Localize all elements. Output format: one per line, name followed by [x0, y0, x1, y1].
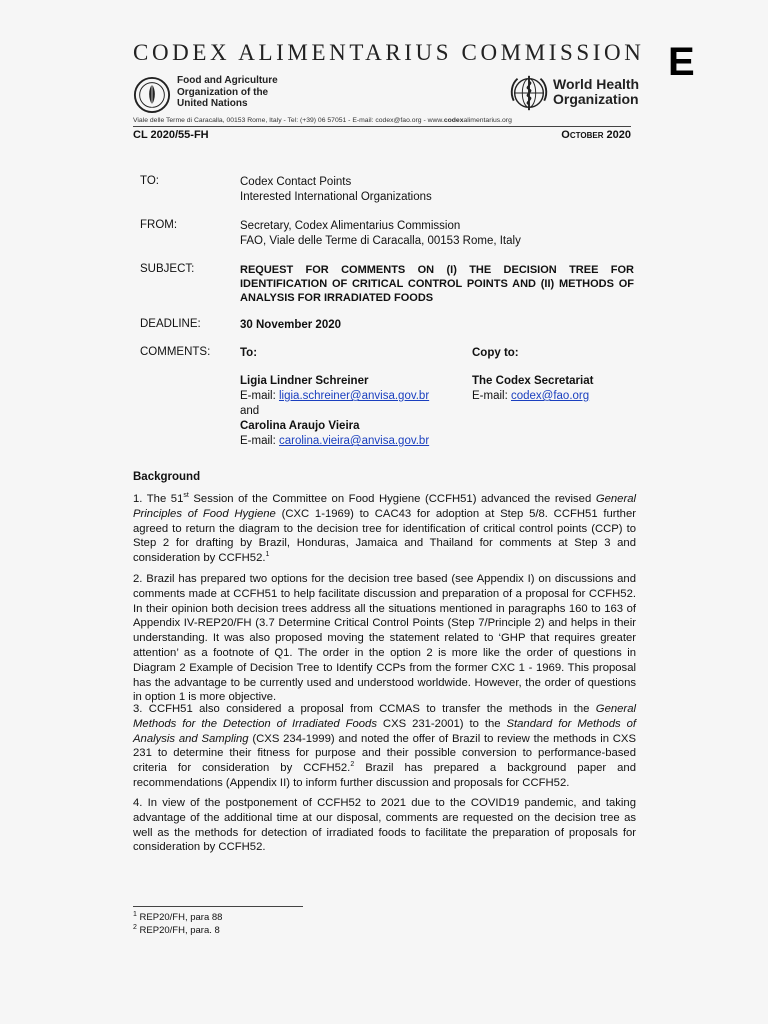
to-line: Codex Contact Points — [240, 176, 352, 188]
header-divider — [133, 126, 631, 127]
contact-address — [133, 117, 631, 124]
to-heading: To: — [240, 347, 258, 359]
from-line: Secretary, Codex Alimentarius Commission — [240, 220, 461, 232]
italic-title: General Methods for the Detection of Irradiated Foods — [133, 703, 636, 730]
italic-title: General Principles of Food Hygiene — [133, 493, 637, 520]
address-suffix: alimentarius.org — [463, 117, 512, 124]
address-bold: codex — [443, 117, 464, 124]
text-run: CXS 231-2001) to the — [377, 717, 507, 730]
superscript: st — [183, 492, 189, 500]
fao-name-line: Food and Agriculture — [177, 75, 278, 86]
contact-email-link[interactable]: ligia.schreiner@anvisa.gov.br — [278, 390, 430, 402]
email-prefix: E-mail: — [472, 390, 511, 402]
copy-email-link[interactable]: codex@fao.org — [510, 390, 590, 402]
fao-name-line: United Nations — [177, 98, 248, 109]
copy-heading: Copy to: — [472, 347, 519, 359]
to-label: TO: — [140, 175, 159, 187]
paragraph-2: 2. Brazil has prepared two options for the decision tree based (see Appendix I) on discussions and comments made at CCFH51 to help facilitate discussion and preparation of a proposal for CCFH52. In their opinion both decision trees address all the situations mentioned in paragraphs 160 to 163 of Appendix IV-REP20/FH (3.7 Determine Critical Control Points (Step 7/Principle 2) and helps in their understanding. It was also proposed moving the statement related to ‘GHP that requires greater attention’ as a footnote of Q1. The order in the option 2 is more like the order of questions in Diagram 2 Example of Decision Tree to Identify CCPs from the former CXC 1 - 1969. This proposal has the advantage to be currently used and understood worldwide. However, the order of questions in option 1 is more objective. — [133, 573, 636, 704]
contact-email-line — [240, 434, 429, 449]
conjunction: and — [240, 405, 260, 417]
italic-title: Standard for Methods of Analysis and Sampling — [133, 717, 636, 745]
footnote-ref[interactable]: 1 — [265, 551, 270, 559]
who-name-line: World Health — [553, 76, 640, 92]
document-reference: CL 2020/55-FH — [133, 129, 209, 141]
paragraph-4: 4. In view of the postponement of CCFH52 to 2021 due to the COVID19 pandemic, and taking advantage of the additional time at our disposal, comments are requested on the decision tree as well as the methods for detection of irradiated foods to facilitate the preparation of proposals for consideration by CCFH52. — [133, 797, 636, 854]
from-label: FROM: — [140, 219, 178, 231]
fao-name — [177, 75, 278, 110]
text-run: 1. The 51 — [133, 493, 184, 505]
commission-title: CODEX ALIMENTARIUS COMMISSION — [133, 40, 645, 65]
footnote-2 — [133, 925, 220, 936]
to-recipients — [240, 175, 432, 205]
email-prefix: E-mail: — [240, 390, 279, 402]
document-date: October 2020 — [561, 129, 631, 141]
contact-name: Ligia Lindner Schreiner — [240, 375, 369, 387]
text-run: (CXC 1-1969) to CAC43 for adoption at Step 5/8. CCFH51 further agreed to return the diagram to the decision tree for identification of critical control points (CCP) to Step 2 for drafting by Brazil, Honduras, Jamaica and Thailand for comments at Step 3 and consideration by CCFH52. — [133, 507, 636, 565]
language-indicator: E — [668, 40, 695, 84]
text-run: 3. CCFH51 also considered a proposal from CCMAS to transfer the methods in the — [133, 703, 596, 715]
subject-label: SUBJECT: — [140, 263, 195, 275]
email-prefix: E-mail: — [240, 435, 279, 447]
who-name-line: Organization — [553, 90, 639, 107]
paragraph-3 — [133, 702, 636, 791]
contact-email-link[interactable]: carolina.vieira@anvisa.gov.br — [278, 435, 430, 447]
address-prefix: Viale delle Terme di Caracalla, 00153 Rome, Italy - Tel: (+39) 06 57051 - E-mail: codex@fao.org - www. — [133, 117, 444, 124]
footnote-text: REP20/FH, para. 8 — [136, 925, 220, 936]
footnote-text: REP20/FH, para 88 — [136, 912, 223, 923]
copy-name: The Codex Secretariat — [472, 375, 594, 387]
fao-name-line: Organization of the — [177, 86, 269, 98]
copy-contact — [472, 374, 593, 404]
contact-name: Carolina Araujo Vieira — [240, 420, 360, 432]
footnote-mark: 1 — [133, 910, 137, 918]
who-logo-icon — [508, 72, 550, 114]
subject-text: REQUEST FOR COMMENTS ON (I) THE DECISION TREE FOR IDENTIFICATION OF CRITICAL CONTROL POINTS AND (II) METHODS OF ANALYSIS FOR IRRADIATED FOODS — [240, 264, 634, 304]
paragraph-1 — [133, 492, 636, 566]
contact-email-line — [240, 389, 429, 404]
from-line: FAO, Viale delle Terme di Caracalla, 00153 Rome, Italy — [240, 235, 521, 247]
text-run: Brazil has prepared a background paper and recommendations (Appendix II) to inform further discussion and proposals for CCFH52. — [133, 762, 636, 789]
copy-email-line — [472, 389, 593, 404]
deadline-label: DEADLINE: — [140, 318, 201, 330]
section-heading: Background — [133, 471, 201, 483]
text-run: Session of the Committee on Food Hygiene (CCFH51) advanced the revised — [188, 493, 596, 505]
fao-logo-icon — [133, 76, 171, 114]
footnote-ref[interactable]: 2 — [350, 761, 355, 769]
text-run: (CXS 234-1999) and noted the offer of Brazil to review the methods in CXS 231 to determine their fitness for purpose and their possible conversion to performance-based criteria for consideration by CCFH52. — [133, 732, 636, 775]
footnote-1 — [133, 912, 222, 923]
footnote-divider — [133, 906, 303, 907]
from-sender — [240, 219, 521, 249]
footnote-mark: 2 — [133, 923, 137, 931]
deadline-value: 30 November 2020 — [240, 319, 342, 331]
to-line: Interested International Organizations — [240, 191, 432, 203]
comments-label: COMMENTS: — [140, 346, 211, 358]
primary-contacts — [240, 374, 429, 449]
who-name — [553, 77, 639, 106]
